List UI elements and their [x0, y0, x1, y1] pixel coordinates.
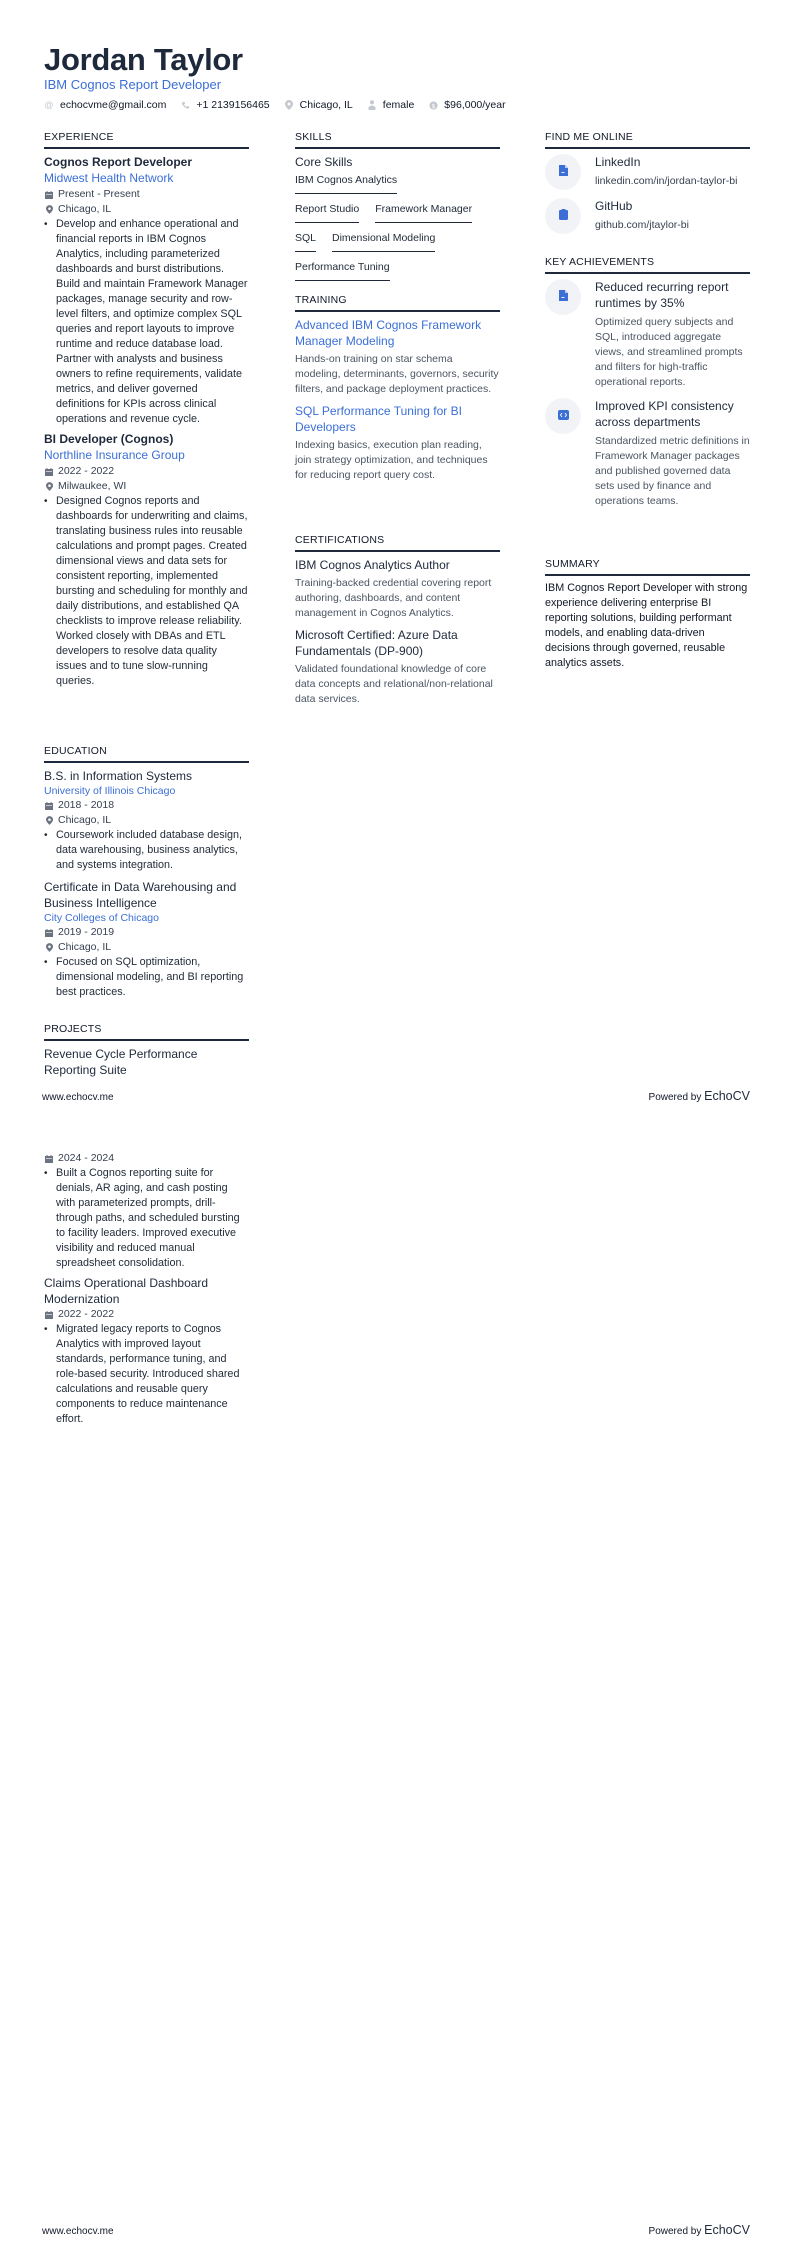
- skills-group-title: Core Skills: [295, 155, 353, 169]
- degree-title: Certificate in Data Warehousing and Business Intelligence: [44, 880, 237, 910]
- training-desc: Hands-on training on star schema modeling, determinants, governors, security filters, and package deployment practices.: [295, 353, 499, 395]
- footer-website[interactable]: www.echocv.me: [42, 2226, 114, 2237]
- location-icon: [44, 943, 54, 952]
- section-title-experience: EXPERIENCE: [44, 130, 249, 149]
- calendar-icon: [44, 1155, 54, 1163]
- job-location: Milwaukee, WI: [58, 480, 127, 492]
- contact-bar: [44, 98, 520, 112]
- location-icon: [44, 482, 54, 491]
- linkedin-url[interactable]: linkedin.com/in/jordan-taylor-bi: [595, 175, 738, 187]
- calendar-icon: [44, 802, 54, 810]
- school-name: City Colleges of Chicago: [44, 912, 159, 924]
- projects-continued: 2024 - 2024 • Built a Cognos reporting suite for denials, AR aging, and cash posting with parameterized prompts, drill-through paths, and scheduled bursting to facility leaders. Improved executive visibility and reduced manual spreadsheet consolidation. Claims Operational Dashboard Modernization 2022 - 2022 • Migrated legacy reports to Cognos Analytics with improved layout standards, performance tuning, and role-based security. Introduced shared calculations and reusable query components to reduce maintenance effort.: [44, 1151, 249, 1427]
- achievement-item: Improved KPI consistency across departments Standardized metric definitions in Framework Manager packages and published governed data sets used by finance and operations teams.: [545, 398, 750, 509]
- online-section: [545, 130, 750, 242]
- contact-phone[interactable]: +1 2139156465: [180, 98, 269, 112]
- education-item: Certificate in Data Warehousing and Business Intelligence City Colleges of Chicago 2019 - 2019 Chicago, IL • Focused on SQL optimization, dimensional modeling, and BI reporting best practices.: [44, 879, 249, 1000]
- certifications-section: [295, 533, 500, 713]
- section-title-summary: SUMMARY: [545, 557, 750, 576]
- section-title-training: TRAINING: [295, 293, 500, 312]
- skill-tag: IBM Cognos Analytics: [295, 173, 397, 194]
- skill-tag: SQL: [295, 231, 316, 252]
- skill-tag: Performance Tuning: [295, 260, 390, 281]
- skill-tag: Framework Manager: [375, 202, 472, 223]
- education-item: B.S. in Information Systems University of Illinois Chicago 2018 - 2018 Chicago, IL • Coursework included database design, data warehousing, business analytics, and systems integration.: [44, 768, 249, 873]
- education-section: [44, 744, 249, 1000]
- calendar-icon: [44, 1311, 54, 1319]
- brand-logo: EchoCV: [704, 2223, 750, 2237]
- achievement-item: Reduced recurring report runtimes by 35% Optimized query subjects and SQL, introduced aggregate views, and streamlined prompts and filters for high-traffic operational reports.: [545, 279, 750, 390]
- project-dates: 2022 - 2022: [58, 1308, 115, 1320]
- location-icon: [284, 100, 294, 110]
- at-icon: @: [44, 100, 54, 110]
- project-title: Revenue Cycle Performance Reporting Suite: [44, 1047, 198, 1077]
- clipboard-icon: [559, 207, 568, 225]
- section-title-achievements: KEY ACHIEVEMENTS: [545, 255, 750, 274]
- calendar-icon: [44, 929, 54, 937]
- section-title-education: EDUCATION: [44, 744, 249, 763]
- document-icon: [559, 288, 568, 306]
- contact-salary: $ $96,000/year: [428, 98, 505, 112]
- footer-powered-by: Powered by EchoCV: [648, 2223, 750, 2237]
- job-title: Cognos Report Developer: [44, 155, 193, 169]
- skill-tag: Report Studio: [295, 202, 359, 223]
- certification-desc: Validated foundational knowledge of core data concepts and relational/non-relational data services.: [295, 663, 493, 705]
- training-desc: Indexing basics, execution plan reading, join strategy optimization, and techniques for reducing report query cost.: [295, 439, 488, 481]
- job-dates: Present - Present: [58, 188, 140, 200]
- skill-tag: Dimensional Modeling: [332, 231, 435, 252]
- project-dates: 2024 - 2024: [58, 1152, 115, 1164]
- company-name: Northline Insurance Group: [44, 448, 185, 462]
- degree-title: B.S. in Information Systems: [44, 769, 193, 783]
- project-item: Claims Operational Dashboard Modernization 2022 - 2022 • Migrated legacy reports to Cognos Analytics with improved layout standards, performance tuning, and role-based security. Introduced shared calculations and reusable query components to reduce maintenance effort.: [44, 1276, 240, 1425]
- footer-powered-by: Powered by EchoCV: [648, 1089, 750, 1103]
- experience-item: [44, 154, 249, 427]
- contact-gender: female: [367, 98, 415, 112]
- skills-list: [295, 173, 500, 289]
- section-title-projects: PROJECTS: [44, 1022, 249, 1041]
- achievements-section: [545, 255, 750, 517]
- certification-title: IBM Cognos Analytics Author: [295, 558, 450, 572]
- document-icon: [559, 163, 568, 181]
- experience-section: [44, 130, 249, 689]
- experience-item: [44, 431, 249, 689]
- code-icon: [558, 407, 569, 425]
- online-item-github[interactable]: GitHub github.com/jtaylor-bi: [545, 198, 750, 234]
- certification-desc: Training-backed credential covering report authoring, dashboards, and content management in Cognos Analytics.: [295, 577, 492, 619]
- location-icon: [44, 205, 54, 214]
- section-title-skills: SKILLS: [295, 130, 500, 149]
- job-title: BI Developer (Cognos): [44, 432, 174, 446]
- projects-section: [44, 1022, 249, 1078]
- brand-logo: EchoCV: [704, 1089, 750, 1103]
- certification-title: Microsoft Certified: Azure Data Fundamentals (DP-900): [295, 628, 458, 658]
- footer-website[interactable]: www.echocv.me: [42, 1092, 114, 1103]
- github-url[interactable]: github.com/jtaylor-bi: [595, 219, 689, 231]
- skills-section: [295, 130, 500, 289]
- project-title: Claims Operational Dashboard Modernization: [44, 1276, 209, 1306]
- job-bullet: • Develop and enhance operational and financial reports in IBM Cognos Analytics, including parameterized dashboards and burst distributions. Build and maintain Framework Manager packages, manage security and row-level filters, and optimize complex SQL queries and report layouts to improve runtime and reduce database load. Partner with analysts and business owners to refine requirements, validate metrics, and deliver governed definitions for KPIs across clinical operations and revenue cycle.: [44, 218, 248, 425]
- section-title-certifications: CERTIFICATIONS: [295, 533, 500, 552]
- training-title[interactable]: SQL Performance Tuning for BI Developers: [295, 404, 462, 434]
- candidate-role: IBM Cognos Report Developer: [44, 77, 222, 92]
- phone-icon: [180, 100, 190, 110]
- contact-location: Chicago, IL: [284, 98, 353, 112]
- location-icon: [44, 816, 54, 825]
- summary-section: [545, 557, 750, 671]
- job-dates: 2022 - 2022: [58, 465, 115, 477]
- person-icon: [367, 100, 377, 110]
- contact-email[interactable]: @ echocvme@gmail.com: [44, 99, 167, 111]
- training-section: [295, 293, 500, 489]
- school-name: University of Illinois Chicago: [44, 785, 176, 797]
- job-location: Chicago, IL: [58, 203, 112, 215]
- online-item-linkedin[interactable]: LinkedIn linkedin.com/in/jordan-taylor-bi: [545, 154, 750, 190]
- training-title[interactable]: Advanced IBM Cognos Framework Manager Modeling: [295, 318, 482, 348]
- summary-text: IBM Cognos Report Developer with strong experience delivering enterprise BI reporting solutions, building performant models, and enabling data-driven decisions through governed, reusable analytics assets.: [545, 582, 748, 669]
- svg-text:$: $: [431, 102, 436, 110]
- candidate-name: Jordan Taylor: [44, 42, 243, 77]
- calendar-icon: [44, 191, 54, 199]
- calendar-icon: [44, 468, 54, 476]
- section-title-online: FIND ME ONLINE: [545, 130, 750, 149]
- salary-icon: [428, 100, 438, 110]
- job-bullet: • Designed Cognos reports and dashboards for underwriting and claims, translating business rules into reusable calculations and prompt pages. Created dimensional views and data sets for consistent reporting, implemented bursting and scheduling for monthly and daily distributions, and established QA checklists to improve release reliability. Worked closely with DBAs and ETL developers to resolve data quality issues and to tune slow-running queries.: [44, 495, 248, 687]
- company-name: Midwest Health Network: [44, 171, 174, 185]
